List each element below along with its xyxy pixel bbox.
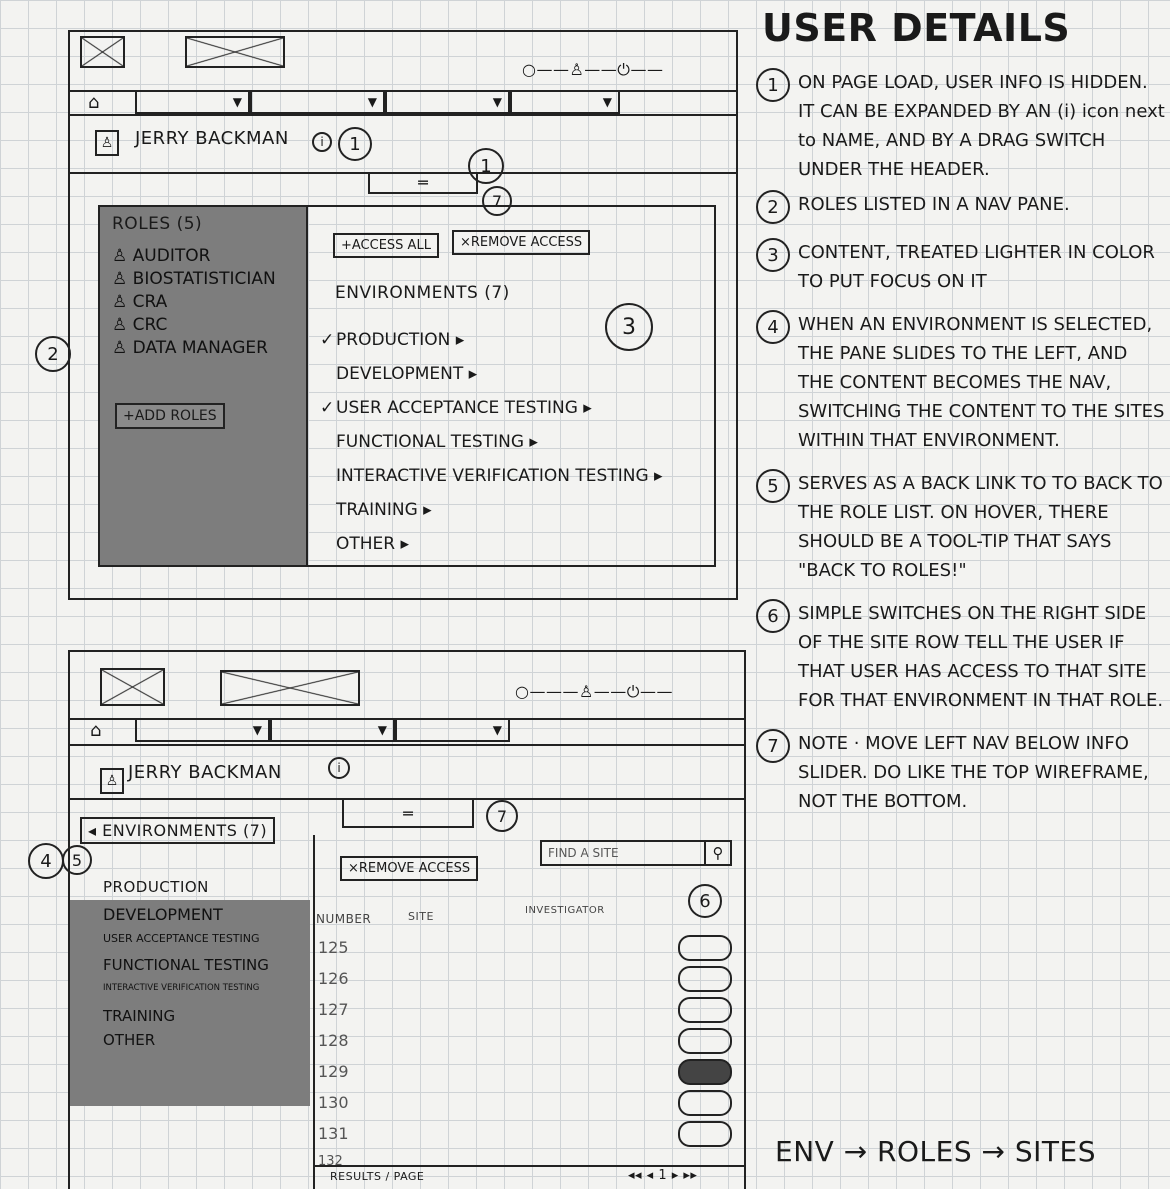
callout-7: 7 <box>486 800 518 832</box>
access-all-button[interactable]: +ACCESS ALL <box>333 233 439 258</box>
column-investigator: INVESTIGATOR <box>525 905 605 916</box>
role-item[interactable]: ♙ AUDITOR <box>112 246 211 266</box>
env-nav-item[interactable]: USER ACCEPTANCE TESTING <box>103 932 260 945</box>
drag-switch[interactable]: ═ <box>342 800 474 828</box>
roles-list <box>112 243 276 361</box>
env-nav-item[interactable]: INTERACTIVE VERIFICATION TESTING <box>103 983 260 993</box>
column-site: SITE <box>408 910 434 923</box>
column-number: NUMBER <box>316 912 372 926</box>
callout-2: 2 <box>35 336 71 372</box>
role-item[interactable]: ♙ CRC <box>112 315 168 335</box>
logo-placeholder <box>80 36 125 68</box>
callout-1b: 1 <box>468 148 504 184</box>
drag-switch[interactable]: ═ <box>368 172 478 194</box>
table-row: 131 <box>318 1118 748 1149</box>
note-item: 7 NOTE · MOVE LEFT NAV BELOW INFO SLIDER. DO LIKE THE TOP WIREFRAME, NOT THE BOTTOM. <box>756 729 1166 816</box>
pagination[interactable]: ◂◂ ◂ 1 ▸ ▸▸ <box>628 1168 698 1183</box>
callout-6: 6 <box>688 884 722 918</box>
roles-nav-border <box>306 207 308 565</box>
nav-dropdown-2[interactable]: ▼ <box>250 92 385 114</box>
flow-annotation: ENV → ROLES → SITES <box>775 1135 1096 1168</box>
add-roles-button[interactable]: +ADD ROLES <box>115 403 225 429</box>
remove-access-button[interactable]: ×REMOVE ACCESS <box>340 856 478 881</box>
nav-dropdown-2[interactable]: ▼ <box>270 720 395 742</box>
remove-access-button[interactable]: ×REMOVE ACCESS <box>452 230 590 255</box>
page-title: USER DETAILS <box>762 6 1071 50</box>
table-row: 126 <box>318 963 748 994</box>
table-row: 132 <box>318 1153 343 1169</box>
site-search-input[interactable] <box>540 840 732 866</box>
note-item: 3 CONTENT, TREATED LIGHTER IN COLOR TO PUT FOCUS ON IT <box>756 238 1166 296</box>
home-icon[interactable]: ⌂ <box>90 720 102 741</box>
note-item: 6 SIMPLE SWITCHES ON THE RIGHT SIDE OF THE SITE ROW TELL THE USER IF THAT USER HAS ACCESS TO THAT SITE FOR THAT ENVIRONMENT IN THAT ROLE. <box>756 599 1166 715</box>
banner-placeholder <box>185 36 285 68</box>
access-toggle[interactable] <box>678 1090 732 1116</box>
note-item: 4 WHEN AN ENVIRONMENT IS SELECTED, THE PANE SLIDES TO THE LEFT, AND THE CONTENT BECOMES THE NAV, SWITCHING THE CONTENT TO THE SITES WITHIN THAT ENVIRONMENT. <box>756 310 1166 455</box>
role-item[interactable]: ♙ CRA <box>112 292 168 312</box>
header-controls: ○——♙——⏻—— <box>522 60 664 79</box>
env-nav-item[interactable]: OTHER <box>103 1031 156 1049</box>
table-row: 128 <box>318 1025 748 1056</box>
user-name: JERRY BACKMAN <box>135 128 289 149</box>
environments-list <box>320 330 700 568</box>
results-per-page: RESULTS / PAGE <box>330 1170 425 1183</box>
access-toggle[interactable] <box>678 1121 732 1147</box>
env-item[interactable]: FUNCTIONAL TESTING ▸ <box>336 432 538 452</box>
table-row: 130 <box>318 1087 748 1118</box>
logo-placeholder <box>100 668 165 706</box>
callout-7: 7 <box>482 186 512 216</box>
access-toggle[interactable] <box>678 966 732 992</box>
env-nav-item[interactable]: TRAINING <box>103 1007 176 1025</box>
table-row: 125 <box>318 932 748 963</box>
env-item[interactable]: ✓ USER ACCEPTANCE TESTING ▸ <box>320 398 592 418</box>
role-item[interactable]: ♙ BIOSTATISTICIAN <box>112 269 276 289</box>
env-item[interactable]: ✓ PRODUCTION ▸ <box>320 330 465 350</box>
callout-5: 5 <box>62 845 92 875</box>
access-toggle[interactable] <box>678 997 732 1023</box>
environments-header: ENVIRONMENTS (7) <box>335 283 510 303</box>
banner-placeholder <box>220 670 360 706</box>
nav-dropdown-1[interactable]: ▼ <box>135 720 270 742</box>
env-nav-item[interactable]: DEVELOPMENT <box>103 905 223 924</box>
note-item: 2 ROLES LISTED IN A NAV PANE. <box>756 190 1166 224</box>
nav-dropdown-3[interactable]: ▼ <box>385 92 510 114</box>
env-item[interactable]: INTERACTIVE VERIFICATION TESTING ▸ <box>336 466 663 486</box>
environments-nav-list <box>103 905 308 1049</box>
access-toggle[interactable] <box>678 1028 732 1054</box>
search-placeholder: FIND A SITE <box>548 846 619 860</box>
note-item: 5 SERVES AS A BACK LINK TO TO BACK TO THE ROLE LIST. ON HOVER, THERE SHOULD BE A TOOL-TIP THAT SAYS "BACK TO ROLES!" <box>756 469 1166 585</box>
table-row: 129 <box>318 1056 748 1087</box>
nav-dropdown-4[interactable]: ▼ <box>510 92 620 114</box>
header-controls: ○———♙——⏻—— <box>515 682 673 701</box>
info-icon[interactable]: i <box>328 757 350 779</box>
callout-1: 1 <box>338 127 372 161</box>
env-item[interactable]: OTHER ▸ <box>336 534 410 554</box>
callout-3: 3 <box>605 303 653 351</box>
back-to-roles-link[interactable]: ◂ ENVIRONMENTS (7) <box>80 817 275 844</box>
access-toggle[interactable] <box>678 1059 732 1085</box>
site-rows <box>318 932 748 1173</box>
search-icon[interactable]: ⚲ <box>704 842 730 864</box>
env-item-production[interactable]: PRODUCTION <box>103 878 209 896</box>
env-item[interactable]: TRAINING ▸ <box>336 500 432 520</box>
nav-pane-border <box>313 835 315 1189</box>
table-footer-divider <box>313 1165 746 1167</box>
user-icon: ♙ <box>100 768 124 794</box>
table-row: 127 <box>318 994 748 1025</box>
nav-dropdown-1[interactable]: ▼ <box>135 92 250 114</box>
access-toggle[interactable] <box>678 935 732 961</box>
note-item: 1 ON PAGE LOAD, USER INFO IS HIDDEN. IT CAN BE EXPANDED BY AN (i) icon next to NAME, AND BY A DRAG SWITCH UNDER THE HEADER. <box>756 68 1166 184</box>
nav-dropdown-3[interactable]: ▼ <box>395 720 510 742</box>
notes-list <box>756 68 1166 816</box>
user-name: JERRY BACKMAN <box>128 762 282 783</box>
env-item[interactable]: DEVELOPMENT ▸ <box>336 364 478 384</box>
callout-4: 4 <box>28 843 64 879</box>
user-icon: ♙ <box>95 130 119 156</box>
env-nav-item[interactable]: FUNCTIONAL TESTING <box>103 956 269 974</box>
roles-header: ROLES (5) <box>112 214 203 234</box>
home-icon[interactable]: ⌂ <box>88 92 100 113</box>
info-icon[interactable]: i <box>312 132 332 152</box>
role-item[interactable]: ♙ DATA MANAGER <box>112 338 268 358</box>
